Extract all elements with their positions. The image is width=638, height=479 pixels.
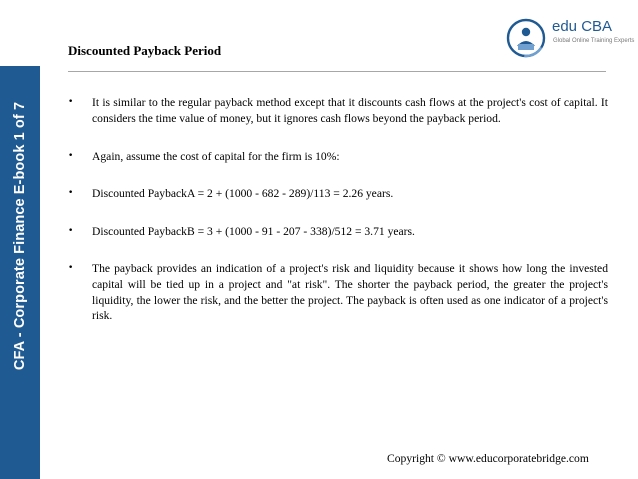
person-at-laptop-icon	[506, 18, 546, 58]
bullet-dot: •	[68, 150, 74, 161]
bullet-text: The payback provides an indication of a project's risk and liquidity because it shows how long the invested capital will be tied up in a project and "at risk". The shorter the payback period, the greater the project's liquidity, the lower the risk, and the better the project. The payback is often used as one indicator of a project's risk.	[92, 261, 608, 323]
logo-wordmark: edu CBA	[552, 18, 613, 35]
bullet-dot: •	[68, 262, 74, 273]
bullet-text: Discounted PaybackB = 3 + (1000 - 91 - 207 - 338)/512 = 3.71 years.	[92, 225, 415, 239]
bullet-dot: •	[68, 188, 74, 199]
list-item	[68, 224, 608, 240]
bullet-list	[68, 95, 608, 324]
bullet-text: It is similar to the regular payback method except that it discounts cash flows at the project's cost of capital. It considers the time value of money, but it ignores cash flows beyond the payback period.	[92, 96, 608, 125]
list-item	[68, 186, 608, 202]
copyright-footer: Copyright © www.educorporatebridge.com	[387, 452, 589, 465]
bullet-dot: •	[68, 97, 74, 107]
list-item	[68, 95, 608, 127]
page-title: Discounted Payback Period	[68, 43, 222, 58]
bullet-text: Again, assume the cost of capital for the firm is 10%:	[92, 149, 340, 163]
list-item	[68, 261, 608, 324]
sidebar-title: CFA - Corporate Finance E-book 1 of 7	[12, 101, 28, 371]
list-item	[68, 149, 608, 165]
title-divider	[68, 71, 606, 72]
educba-logo	[506, 18, 635, 62]
bullet-text: Discounted PaybackA = 2 + (1000 - 682 - 289)/113 = 2.26 years.	[92, 187, 394, 201]
logo-tagline: Global Online Training Experts	[553, 38, 635, 44]
bullet-dot: •	[68, 226, 74, 237]
